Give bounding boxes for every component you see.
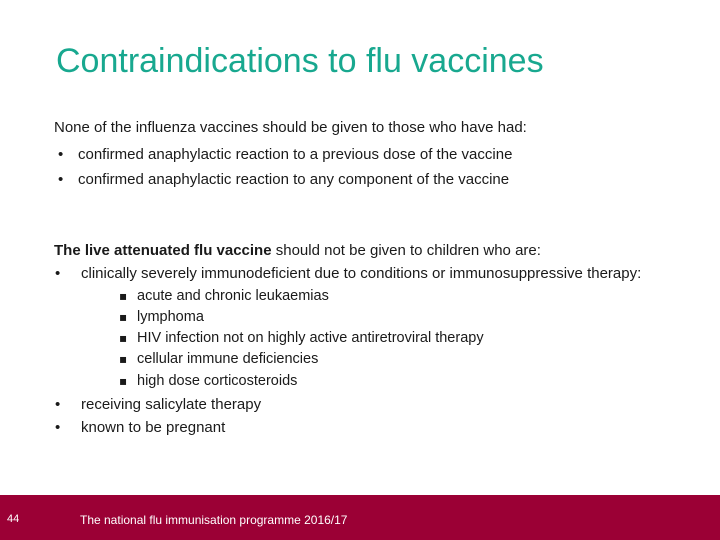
footer-bar — [0, 495, 720, 540]
bullet-marker: • — [55, 419, 61, 436]
live-vaccine-heading — [54, 242, 541, 259]
live-bullet-text: known to be pregnant — [81, 419, 226, 436]
bullet-marker: • — [55, 265, 61, 282]
square-bullet-marker: ▪ — [119, 352, 128, 366]
square-bullet-marker: ▪ — [119, 289, 128, 303]
intro-bullet-text: confirmed anaphylactic reaction to any component of the vaccine — [78, 171, 510, 188]
intro-bullet-text: confirmed anaphylactic reaction to a previous dose of the vaccine — [78, 146, 513, 163]
sub-bullet-text: cellular immune deficiencies — [137, 351, 319, 367]
bullet-marker: • — [58, 171, 64, 188]
bullet-marker: • — [55, 396, 61, 413]
slide-title: Contraindications to flu vaccines — [56, 42, 544, 80]
square-bullet-marker: ▪ — [119, 331, 128, 345]
live-bullet-text: clinically severely immunodeficient due to conditions or immunosuppressive therapy: — [81, 265, 642, 282]
square-bullet-marker: ▪ — [119, 374, 128, 388]
square-bullet-marker: ▪ — [119, 310, 128, 324]
live-vaccine-rest: should not be given to children who are: — [271, 242, 541, 259]
bullet-marker: • — [58, 146, 64, 163]
sub-bullet-text: acute and chronic leukaemias — [137, 288, 329, 304]
sub-bullet-text: high dose corticosteroids — [137, 373, 298, 389]
sub-bullet-text: lymphoma — [137, 309, 204, 325]
sub-bullet-text: HIV infection not on highly active antiretroviral therapy — [137, 330, 484, 346]
intro-text: None of the influenza vaccines should be given to those who have had: — [54, 119, 527, 136]
live-vaccine-bold: The live attenuated flu vaccine — [54, 242, 272, 259]
footer-text: The national flu immunisation programme 2016/17 — [80, 513, 348, 527]
live-bullet-text: receiving salicylate therapy — [81, 396, 262, 413]
page-number: 44 — [7, 513, 20, 525]
